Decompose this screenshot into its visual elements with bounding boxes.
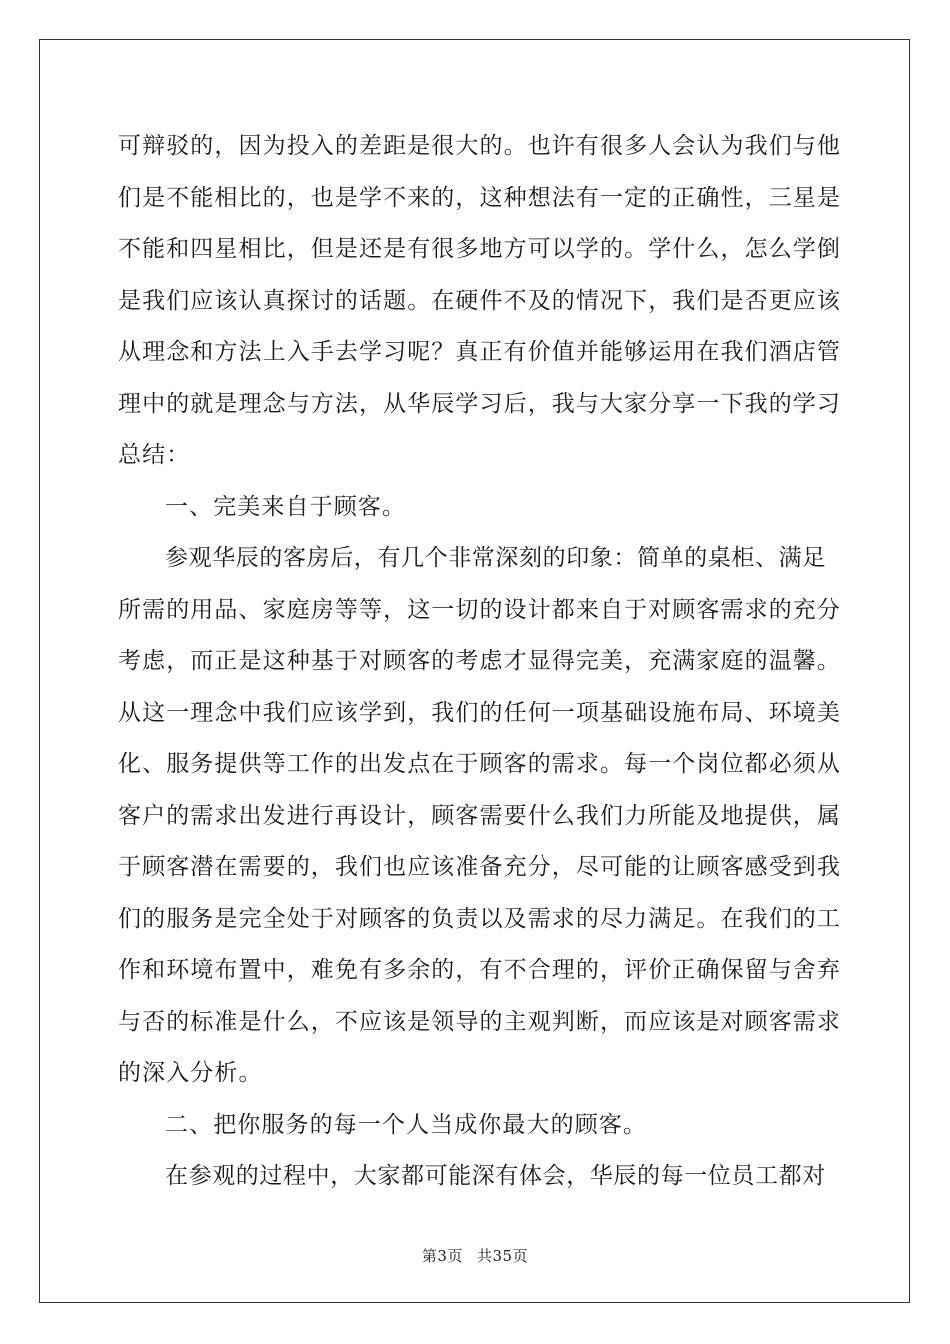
text-line: 于顾客潜在需要的，我们也应该准备充分，尽可能的让顾客感受到我 xyxy=(118,854,841,880)
text-line: 的深入分析。 xyxy=(118,1060,263,1086)
text-line: 与否的标准是什么，不应该是领导的主观判断，而应该是对顾客需求 xyxy=(118,1008,841,1035)
page-number: 第3页 xyxy=(421,1247,463,1265)
text-line: 作和环境布置中，难免有多余的，有不合理的，评价正确保留与舍弃 xyxy=(118,957,841,983)
text-line: 可辩驳的，因为投入的差距是很大的。也许有很多人会认为我们与他 xyxy=(118,133,841,159)
text-line: 从这一理念中我们应该学到，我们的任何一项基础设施布局、环境美 xyxy=(118,699,841,726)
text-line: 所需的用品、家庭房等等，这一切的设计都来自于对顾客需求的充分 xyxy=(118,596,841,623)
page-footer xyxy=(0,1245,950,1266)
paragraph-start: 参观华辰的客房后，有几个非常深刻的印象：简单的桌柜、满足 xyxy=(165,545,826,571)
section-heading: 二、把你服务的每一个人当成你最大的顾客。 xyxy=(165,1111,647,1138)
text-line: 是我们应该认真探讨的话题。在硬件不及的情况下，我们是否更应该 xyxy=(118,287,841,314)
text-line: 总结： xyxy=(118,442,191,468)
document-body xyxy=(118,121,841,1203)
text-line: 化、服务提供等工作的出发点在于顾客的需求。每一个岗位都必须从 xyxy=(118,751,841,777)
page-total: 共35页 xyxy=(476,1247,529,1265)
text-line: 们是不能相比的，也是学不来的，这种想法有一定的正确性，三星是 xyxy=(118,184,841,211)
text-line: 不能和四星相比，但是还是有很多地方可以学的。学什么，怎么学倒 xyxy=(118,236,841,262)
text-line: 考虑，而正是这种基于对顾客的考虑才显得完美，充满家庭的温馨。 xyxy=(118,648,841,674)
text-line: 们的服务是完全处于对顾客的负责以及需求的尽力满足。在我们的工 xyxy=(118,905,841,932)
text-line: 理中的就是理念与方法，从华辰学习后，我与大家分享一下我的学习 xyxy=(118,390,841,417)
text-line: 客户的需求出发进行再设计，顾客需要什么我们力所能及地提供，属 xyxy=(118,802,841,829)
paragraph-start: 在参观的过程中，大家都可能深有体会，华辰的每一位员工都对 xyxy=(165,1163,826,1189)
section-heading: 一、完美来自于顾客。 xyxy=(165,493,406,520)
text-line: 从理念和方法上入手去学习呢？真正有价值并能够运用在我们酒店管 xyxy=(118,339,841,365)
